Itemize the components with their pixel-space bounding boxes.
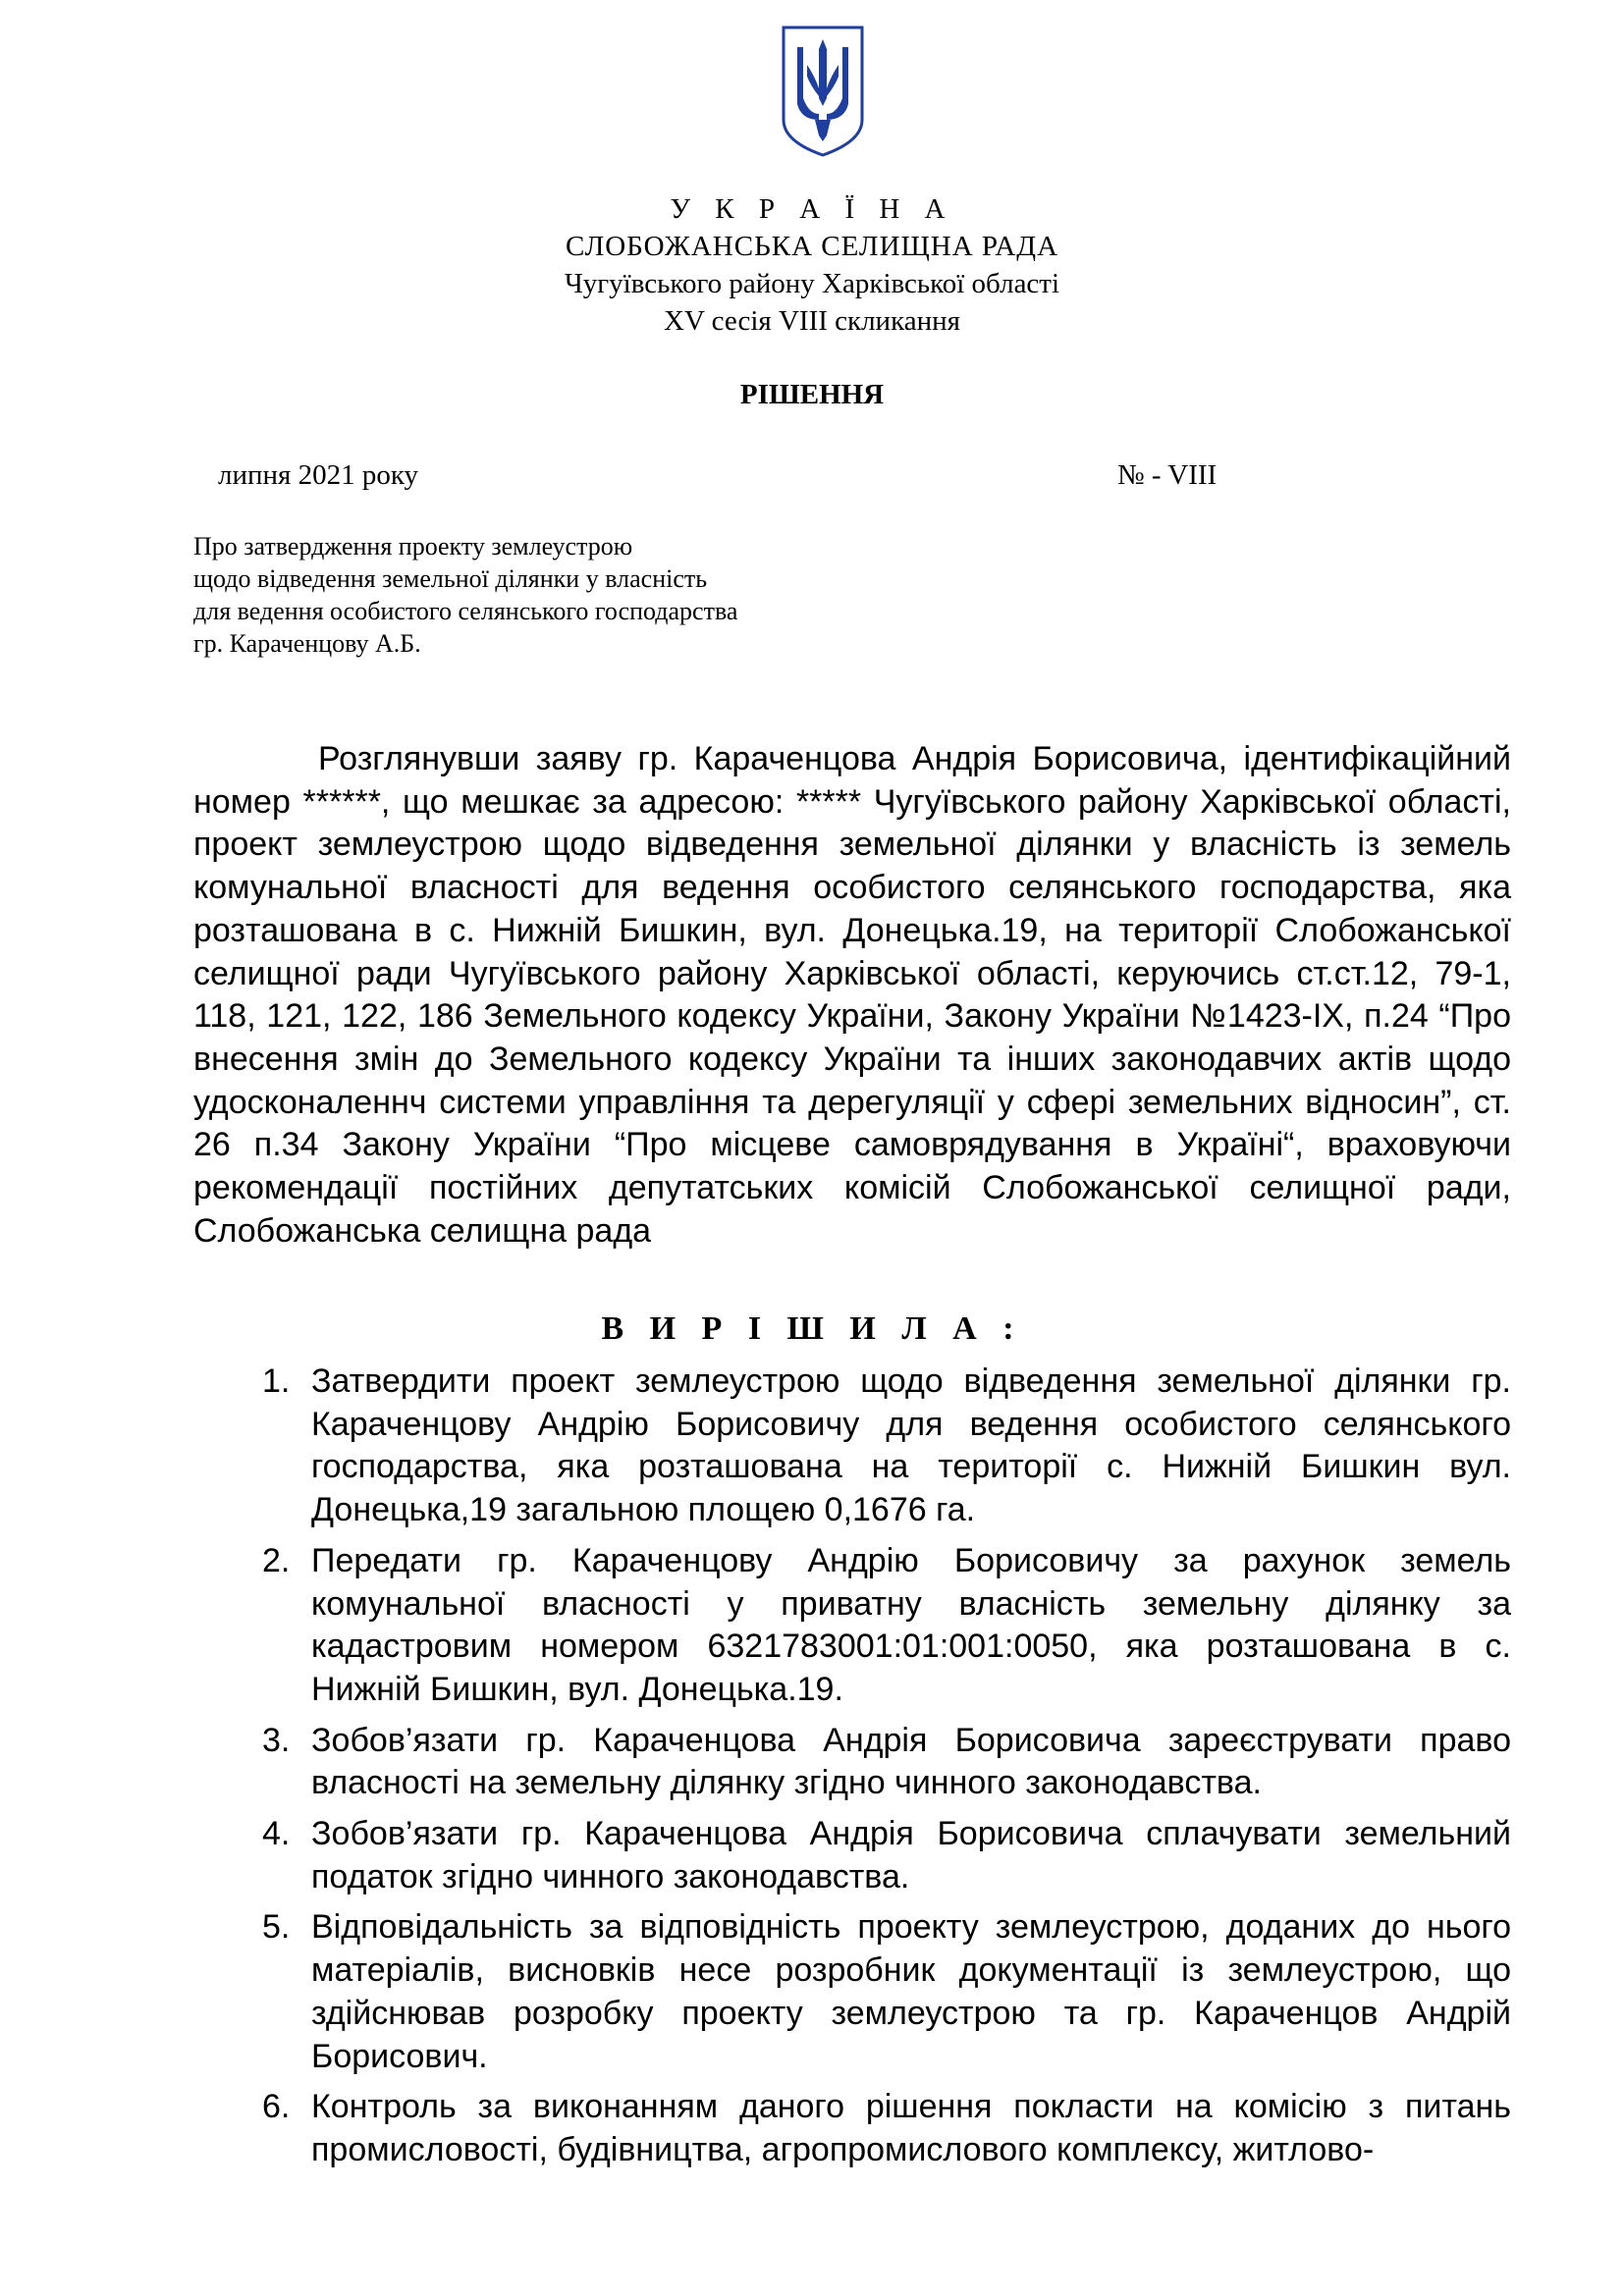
coat-of-arms-icon	[776, 22, 870, 159]
document-type: РІШЕННЯ	[739, 379, 885, 410]
item-number: 1.	[262, 1362, 291, 1400]
header-district: Чугуївського району Харківської області	[564, 268, 1060, 299]
decision-items	[193, 1361, 1511, 2180]
item-text: Відповідальність за відповідність проекту землеустрою, доданих до нього матеріалів, висновків несе розробник документації із землеустрою, що здійснював розробку проекту землеустрою та гр. Караченцов Андрій Борисович.	[311, 1908, 1511, 2075]
decision-item	[193, 1540, 1511, 1712]
decision-number: № - VIII	[1117, 459, 1218, 491]
subject-line: гр. Караченцову А.Б.	[193, 629, 421, 658]
subject-line: щодо відведення земельної ділянки у власність	[193, 564, 708, 593]
item-text: Передати гр. Караченцову Андрію Борисовичу за рахунок земель комунальної власності у приватну власність земельну ділянку за кадастровим номером 6321783001:01:001:0050, яка розташована в с. Нижній Бишкин, вул. Донецька.19.	[311, 1541, 1511, 1708]
item-number: 3.	[262, 1721, 291, 1759]
header-council: СЛОБОЖАНСЬКА СЕЛИЩНА РАДА	[565, 231, 1059, 262]
decision-subject	[193, 530, 881, 660]
preamble-paragraph: Розглянувши заяву гр. Караченцова Андрія Борисовича, ідентифікаційний номер ******, що мешкає за адресою: ***** Чугуївського району Харківської області, проект землеустрою щодо відведення земельної ділянки у власність із земель комунальної власності для ведення особистого селянського господарства, яка розташована в с. Нижній Бишкин, вул. Донецька.19, на території Слобожанської селищної ради Чугуївського району Харківської області, керуючись ст.ст.12, 79-1, 118, 121, 122, 186 Земельного кодексу України, Закону України №1423-IX, п.24 “Про внесення змін до Земельного кодексу України та інших законодавчих актів щодо удосконаленнч системи управління та дерегуляції у сфері земельних відносин”, ст. 26 п.34 Закону України “Про місцеве самоврядування в Україні“, враховуючи рекомендації постійних депутатських комісій Слобожанської селищної ради, Слобожанська селищна рада	[193, 740, 1511, 1250]
decision-item	[193, 1361, 1511, 1532]
decision-item	[193, 1720, 1511, 1805]
decision-item	[193, 1906, 1511, 2078]
item-number: 4.	[262, 1815, 291, 1853]
decision-item	[193, 1813, 1511, 1898]
item-text: Контроль за виконанням даного рішення покласти на комісію з питань промисловості, будівництва, агропромислового комплексу, житлово-	[311, 2088, 1511, 2168]
decided-heading: В И Р І Ш И Л А :	[601, 1310, 1023, 1347]
item-number: 5.	[262, 1908, 291, 1947]
decision-item	[193, 2086, 1511, 2171]
header-session: XV сесія VIII скликання	[664, 305, 960, 337]
item-text: Зобов’язати гр. Караченцова Андрія Борисовича зареєструвати право власності на земельну ділянку згідно чинного законодавства.	[311, 1721, 1511, 1802]
subject-line: для ведення особистого селянського господарства	[193, 597, 738, 625]
item-number: 2.	[262, 1541, 291, 1579]
header-country: У К Р А Ї Н А	[670, 193, 954, 225]
item-text: Зобов’язати гр. Караченцова Андрія Борисовича сплачувати земельний податок згідно чинного законодавства.	[311, 1815, 1511, 1896]
subject-line: Про затвердження проекту землеустрою	[193, 532, 633, 561]
item-number: 6.	[262, 2088, 291, 2126]
item-text: Затвердити проект землеустрою щодо відведення земельної ділянки гр. Караченцову Андрію Борисовичу для ведення особистого селянського господарства, яка розташована на території с. Нижній Бишкин вул. Донецька,19 загальною площею 0,1676 га.	[311, 1362, 1511, 1529]
decision-date: липня 2021 року	[218, 459, 419, 491]
